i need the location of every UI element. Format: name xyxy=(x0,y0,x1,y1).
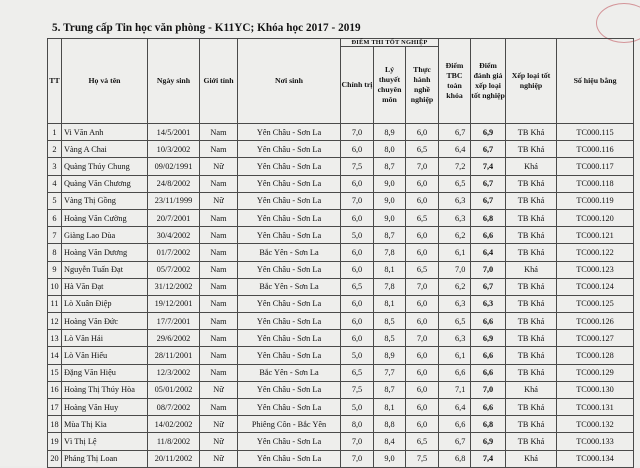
cell-rank: TB Khá xyxy=(506,244,557,261)
cell-birthplace: Yên Châu - Sơn La xyxy=(238,295,341,312)
cell-grade: 6,4 xyxy=(471,244,506,261)
cell-tbc: 6,2 xyxy=(439,227,471,244)
cell-name: Quàng Thúy Chung xyxy=(62,158,148,175)
cell-name: Mùa Thị Kia xyxy=(62,416,148,433)
cell-gender: Nam xyxy=(200,124,238,141)
cell-dob: 20/11/2002 xyxy=(148,450,200,467)
cell-practice: 6,5 xyxy=(406,141,439,158)
cell-tt: 4 xyxy=(48,175,62,192)
cell-grade: 6,6 xyxy=(471,364,506,381)
cell-birthplace: Yên Châu - Sơn La xyxy=(238,209,341,226)
cell-theory: 7,8 xyxy=(374,244,406,261)
cell-dob: 08/7/2002 xyxy=(148,399,200,416)
cell-tt: 18 xyxy=(48,416,62,433)
cell-tt: 7 xyxy=(48,227,62,244)
cell-theory: 8,9 xyxy=(374,347,406,364)
cell-practice: 7,0 xyxy=(406,330,439,347)
table-row xyxy=(48,295,634,312)
cell-theory: 8,7 xyxy=(374,227,406,244)
cell-birthplace: Yên Châu - Sơn La xyxy=(238,261,341,278)
header-exam-group: ĐIỂM THI TỐT NGHIỆP xyxy=(341,39,439,47)
cell-tbc: 6,7 xyxy=(439,124,471,141)
cell-dob: 31/12/2002 xyxy=(148,278,200,295)
cell-tt: 17 xyxy=(48,399,62,416)
cell-name: Hoàng Văn Dương xyxy=(62,244,148,261)
cell-rank: TB Khá xyxy=(506,433,557,450)
table-row xyxy=(48,381,634,398)
cell-rank: TB Khá xyxy=(506,364,557,381)
cell-tt: 11 xyxy=(48,295,62,312)
red-stamp-mark xyxy=(596,3,640,43)
cell-tt: 12 xyxy=(48,313,62,330)
cell-gender: Nữ xyxy=(200,158,238,175)
cell-grade: 6,6 xyxy=(471,347,506,364)
cell-politics: 8,0 xyxy=(341,416,374,433)
cell-birthplace: Yên Châu - Sơn La xyxy=(238,450,341,467)
cell-tt: 16 xyxy=(48,381,62,398)
cell-tt: 13 xyxy=(48,330,62,347)
cell-birthplace: Yên Châu - Sơn La xyxy=(238,433,341,450)
cell-grade: 6,6 xyxy=(471,313,506,330)
cell-birthplace: Yên Châu - Sơn La xyxy=(238,347,341,364)
cell-cert: TC000.134 xyxy=(557,450,634,467)
cell-theory: 8,1 xyxy=(374,295,406,312)
cell-tt: 5 xyxy=(48,192,62,209)
header-theory: Lý thuyết chuyên môn xyxy=(374,47,406,124)
cell-tbc: 6,8 xyxy=(439,450,471,467)
graduation-table xyxy=(47,38,634,468)
cell-tbc: 6,5 xyxy=(439,313,471,330)
cell-birthplace: Yên Châu - Sơn La xyxy=(238,381,341,398)
cell-cert: TC000.118 xyxy=(557,175,634,192)
cell-gender: Nam xyxy=(200,313,238,330)
table-row xyxy=(48,347,634,364)
cell-theory: 9,0 xyxy=(374,450,406,467)
header-name: Họ và tên xyxy=(62,39,148,124)
cell-rank: TB Khá xyxy=(506,209,557,226)
cell-name: Vì Thị Lệ xyxy=(62,433,148,450)
cell-gender: Nữ xyxy=(200,192,238,209)
cell-tbc: 7,2 xyxy=(439,158,471,175)
cell-tbc: 7,0 xyxy=(439,261,471,278)
table-row xyxy=(48,364,634,381)
cell-dob: 23/11/1999 xyxy=(148,192,200,209)
cell-cert: TC000.131 xyxy=(557,399,634,416)
cell-tt: 3 xyxy=(48,158,62,175)
cell-politics: 6,0 xyxy=(341,295,374,312)
cell-birthplace: Yên Châu - Sơn La xyxy=(238,399,341,416)
cell-cert: TC000.122 xyxy=(557,244,634,261)
cell-birthplace: Bắc Yên - Sơn La xyxy=(238,244,341,261)
cell-tt: 14 xyxy=(48,347,62,364)
cell-theory: 8,4 xyxy=(374,433,406,450)
cell-cert: TC000.124 xyxy=(557,278,634,295)
cell-grade: 6,8 xyxy=(471,209,506,226)
cell-rank: TB Khá xyxy=(506,175,557,192)
cell-grade: 7,0 xyxy=(471,261,506,278)
cell-birthplace: Yên Châu - Sơn La xyxy=(238,330,341,347)
cell-cert: TC000.130 xyxy=(557,381,634,398)
cell-birthplace: Yên Châu - Sơn La xyxy=(238,175,341,192)
cell-gender: Nữ xyxy=(200,416,238,433)
cell-practice: 6,0 xyxy=(406,381,439,398)
cell-name: Hoàng Thị Thúy Hòa xyxy=(62,381,148,398)
cell-dob: 01/7/2002 xyxy=(148,244,200,261)
cell-dob: 29/6/2002 xyxy=(148,330,200,347)
cell-birthplace: Yên Châu - Sơn La xyxy=(238,124,341,141)
cell-gender: Nữ xyxy=(200,433,238,450)
cell-practice: 6,5 xyxy=(406,433,439,450)
cell-name: Quàng Văn Chương xyxy=(62,175,148,192)
cell-dob: 17/7/2001 xyxy=(148,313,200,330)
cell-dob: 05/01/2002 xyxy=(148,381,200,398)
table-row xyxy=(48,227,634,244)
cell-politics: 7,5 xyxy=(341,158,374,175)
header-gender: Giới tính xyxy=(200,39,238,124)
cell-rank: TB Khá xyxy=(506,399,557,416)
cell-politics: 6,0 xyxy=(341,261,374,278)
cell-practice: 6,0 xyxy=(406,295,439,312)
header-politics: Chính trị xyxy=(341,47,374,124)
cell-theory: 7,8 xyxy=(374,278,406,295)
cell-practice: 6,0 xyxy=(406,399,439,416)
cell-politics: 7,0 xyxy=(341,450,374,467)
cell-tbc: 6,5 xyxy=(439,175,471,192)
cell-gender: Nam xyxy=(200,175,238,192)
cell-practice: 6,0 xyxy=(406,244,439,261)
table-row xyxy=(48,399,634,416)
header-rank: Xếp loại tốt nghiệp xyxy=(506,39,557,124)
cell-practice: 6,0 xyxy=(406,347,439,364)
cell-practice: 6,5 xyxy=(406,261,439,278)
cell-dob: 10/3/2002 xyxy=(148,141,200,158)
cell-dob: 12/3/2002 xyxy=(148,364,200,381)
header-practice: Thực hành nghề nghiệp xyxy=(406,47,439,124)
cell-rank: TB Khá xyxy=(506,278,557,295)
cell-practice: 6,0 xyxy=(406,313,439,330)
cell-gender: Nam xyxy=(200,399,238,416)
cell-theory: 8,8 xyxy=(374,416,406,433)
cell-cert: TC000.126 xyxy=(557,313,634,330)
cell-practice: 6,5 xyxy=(406,209,439,226)
page-title: 5. Trung cấp Tin học văn phòng - K11YC; Khóa học 2017 - 2019 xyxy=(52,22,361,34)
cell-name: Lò Văn Hiếu xyxy=(62,347,148,364)
cell-rank: TB Khá xyxy=(506,416,557,433)
cell-tbc: 7,1 xyxy=(439,381,471,398)
cell-cert: TC000.121 xyxy=(557,227,634,244)
cell-birthplace: Yên Châu - Sơn La xyxy=(238,313,341,330)
cell-dob: 14/5/2001 xyxy=(148,124,200,141)
cell-politics: 6,5 xyxy=(341,364,374,381)
cell-rank: Khá xyxy=(506,381,557,398)
cell-tt: 6 xyxy=(48,209,62,226)
cell-cert: TC000.133 xyxy=(557,433,634,450)
cell-tt: 2 xyxy=(48,141,62,158)
cell-grade: 6,7 xyxy=(471,192,506,209)
cell-birthplace: Yên Châu - Sơn La xyxy=(238,141,341,158)
cell-grade: 7,0 xyxy=(471,381,506,398)
cell-rank: TB Khá xyxy=(506,330,557,347)
cell-rank: Khá xyxy=(506,261,557,278)
cell-rank: TB Khá xyxy=(506,124,557,141)
cell-dob: 19/12/2001 xyxy=(148,295,200,312)
cell-gender: Nam xyxy=(200,330,238,347)
cell-gender: Nam xyxy=(200,261,238,278)
cell-tt: 9 xyxy=(48,261,62,278)
cell-gender: Nữ xyxy=(200,381,238,398)
cell-name: Hoàng Văn Đức xyxy=(62,313,148,330)
cell-cert: TC000.132 xyxy=(557,416,634,433)
cell-tbc: 6,4 xyxy=(439,141,471,158)
cell-dob: 05/7/2002 xyxy=(148,261,200,278)
cell-birthplace: Phiêng Côn - Bắc Yên xyxy=(238,416,341,433)
header-tt: TT xyxy=(48,39,62,124)
cell-gender: Nam xyxy=(200,141,238,158)
cell-name: Vàng A Chai xyxy=(62,141,148,158)
table-row xyxy=(48,261,634,278)
cell-politics: 6,0 xyxy=(341,330,374,347)
cell-dob: 20/7/2001 xyxy=(148,209,200,226)
cell-gender: Nam xyxy=(200,278,238,295)
cell-rank: TB Khá xyxy=(506,141,557,158)
cell-cert: TC000.115 xyxy=(557,124,634,141)
cell-practice: 6,0 xyxy=(406,364,439,381)
cell-dob: 11/8/2002 xyxy=(148,433,200,450)
cell-dob: 28/11/2001 xyxy=(148,347,200,364)
cell-name: Hoàng Văn Cường xyxy=(62,209,148,226)
table-row xyxy=(48,450,634,467)
cell-gender: Nữ xyxy=(200,450,238,467)
cell-practice: 6,0 xyxy=(406,416,439,433)
cell-gender: Nam xyxy=(200,364,238,381)
cell-practice: 6,0 xyxy=(406,175,439,192)
cell-name: Giàng Lao Dùa xyxy=(62,227,148,244)
cell-theory: 8,7 xyxy=(374,158,406,175)
cell-theory: 8,1 xyxy=(374,399,406,416)
cell-rank: TB Khá xyxy=(506,227,557,244)
table-row xyxy=(48,433,634,450)
cell-name: Đặng Văn Hiệu xyxy=(62,364,148,381)
cell-tbc: 6,2 xyxy=(439,278,471,295)
cell-dob: 09/02/1991 xyxy=(148,158,200,175)
cell-tbc: 6,4 xyxy=(439,399,471,416)
cell-tt: 8 xyxy=(48,244,62,261)
cell-grade: 6,7 xyxy=(471,175,506,192)
cell-gender: Nam xyxy=(200,347,238,364)
cell-grade: 7,4 xyxy=(471,450,506,467)
cell-gender: Nam xyxy=(200,244,238,261)
cell-theory: 8,1 xyxy=(374,261,406,278)
cell-rank: Khá xyxy=(506,450,557,467)
table-row xyxy=(48,192,634,209)
cell-cert: TC000.125 xyxy=(557,295,634,312)
cell-tbc: 6,1 xyxy=(439,244,471,261)
header-cert: Số hiệu bằng xyxy=(557,39,634,124)
cell-theory: 8,9 xyxy=(374,124,406,141)
cell-gender: Nam xyxy=(200,209,238,226)
cell-cert: TC000.129 xyxy=(557,364,634,381)
cell-tbc: 6,6 xyxy=(439,416,471,433)
table-row xyxy=(48,209,634,226)
table-row xyxy=(48,158,634,175)
table-row xyxy=(48,124,634,141)
cell-cert: TC000.127 xyxy=(557,330,634,347)
cell-tt: 20 xyxy=(48,450,62,467)
cell-birthplace: Bắc Yên - Sơn La xyxy=(238,278,341,295)
cell-practice: 7,0 xyxy=(406,158,439,175)
cell-cert: TC000.120 xyxy=(557,209,634,226)
cell-name: Pháng Thị Loan xyxy=(62,450,148,467)
cell-theory: 9,0 xyxy=(374,209,406,226)
cell-grade: 6,6 xyxy=(471,227,506,244)
cell-practice: 6,0 xyxy=(406,124,439,141)
cell-rank: TB Khá xyxy=(506,192,557,209)
cell-politics: 6,5 xyxy=(341,278,374,295)
cell-theory: 9,0 xyxy=(374,192,406,209)
table-row xyxy=(48,244,634,261)
header-grade: Điểm đánh giá xếp loại tốt nghiệp xyxy=(471,39,506,124)
cell-grade: 6,7 xyxy=(471,141,506,158)
cell-tt: 15 xyxy=(48,364,62,381)
cell-grade: 6,9 xyxy=(471,330,506,347)
table-row xyxy=(48,416,634,433)
cell-grade: 6,7 xyxy=(471,278,506,295)
cell-politics: 6,0 xyxy=(341,244,374,261)
cell-politics: 7,5 xyxy=(341,381,374,398)
cell-tbc: 6,6 xyxy=(439,364,471,381)
cell-name: Hà Văn Đạt xyxy=(62,278,148,295)
cell-cert: TC000.117 xyxy=(557,158,634,175)
cell-birthplace: Yên Châu - Sơn La xyxy=(238,158,341,175)
cell-dob: 14/02/2002 xyxy=(148,416,200,433)
cell-grade: 6,6 xyxy=(471,399,506,416)
header-dob: Ngày sinh xyxy=(148,39,200,124)
cell-tbc: 6,3 xyxy=(439,209,471,226)
cell-politics: 5,0 xyxy=(341,399,374,416)
cell-birthplace: Yên Châu - Sơn La xyxy=(238,192,341,209)
cell-rank: TB Khá xyxy=(506,313,557,330)
cell-theory: 9,0 xyxy=(374,175,406,192)
cell-cert: TC000.123 xyxy=(557,261,634,278)
cell-practice: 6,0 xyxy=(406,192,439,209)
cell-name: Lò Xuân Điệp xyxy=(62,295,148,312)
cell-practice: 6,0 xyxy=(406,227,439,244)
cell-name: Lò Văn Hải xyxy=(62,330,148,347)
cell-gender: Nam xyxy=(200,295,238,312)
cell-politics: 7,0 xyxy=(341,192,374,209)
cell-rank: TB Khá xyxy=(506,295,557,312)
table-row xyxy=(48,175,634,192)
cell-grade: 6,9 xyxy=(471,433,506,450)
cell-birthplace: Bắc Yên - Sơn La xyxy=(238,364,341,381)
cell-gender: Nam xyxy=(200,227,238,244)
header-birthplace: Nơi sinh xyxy=(238,39,341,124)
cell-theory: 8,0 xyxy=(374,141,406,158)
cell-tt: 19 xyxy=(48,433,62,450)
cell-birthplace: Yên Châu - Sơn La xyxy=(238,227,341,244)
table-row xyxy=(48,141,634,158)
cell-politics: 7,0 xyxy=(341,433,374,450)
cell-politics: 6,0 xyxy=(341,141,374,158)
cell-grade: 6,9 xyxy=(471,124,506,141)
header-tbc: Điểm TBC toàn khóa xyxy=(439,39,471,124)
cell-tt: 1 xyxy=(48,124,62,141)
cell-cert: TC000.119 xyxy=(557,192,634,209)
cell-dob: 30/4/2002 xyxy=(148,227,200,244)
cell-cert: TC000.128 xyxy=(557,347,634,364)
cell-practice: 7,5 xyxy=(406,450,439,467)
cell-grade: 6,8 xyxy=(471,416,506,433)
cell-tbc: 6,3 xyxy=(439,192,471,209)
table-row xyxy=(48,330,634,347)
cell-practice: 7,0 xyxy=(406,278,439,295)
cell-politics: 6,0 xyxy=(341,175,374,192)
cell-theory: 8,5 xyxy=(374,313,406,330)
cell-tbc: 6,3 xyxy=(439,330,471,347)
cell-tbc: 6,3 xyxy=(439,295,471,312)
cell-name: Nguyễn Tuấn Đạt xyxy=(62,261,148,278)
cell-grade: 7,4 xyxy=(471,158,506,175)
cell-politics: 7,0 xyxy=(341,124,374,141)
cell-politics: 6,0 xyxy=(341,313,374,330)
cell-name: Vàng Thị Gồng xyxy=(62,192,148,209)
cell-name: Hoàng Văn Huy xyxy=(62,399,148,416)
cell-tt: 10 xyxy=(48,278,62,295)
cell-dob: 24/8/2002 xyxy=(148,175,200,192)
cell-grade: 6,3 xyxy=(471,295,506,312)
cell-politics: 5,0 xyxy=(341,227,374,244)
cell-rank: Khá xyxy=(506,158,557,175)
cell-name: Vi Văn Anh xyxy=(62,124,148,141)
cell-theory: 7,7 xyxy=(374,364,406,381)
table-row xyxy=(48,313,634,330)
cell-theory: 8,5 xyxy=(374,330,406,347)
cell-politics: 5,0 xyxy=(341,347,374,364)
cell-rank: TB Khá xyxy=(506,347,557,364)
cell-tbc: 6,7 xyxy=(439,433,471,450)
table-row xyxy=(48,278,634,295)
cell-tbc: 6,1 xyxy=(439,347,471,364)
cell-cert: TC000.116 xyxy=(557,141,634,158)
cell-theory: 8,7 xyxy=(374,381,406,398)
cell-politics: 6,0 xyxy=(341,209,374,226)
